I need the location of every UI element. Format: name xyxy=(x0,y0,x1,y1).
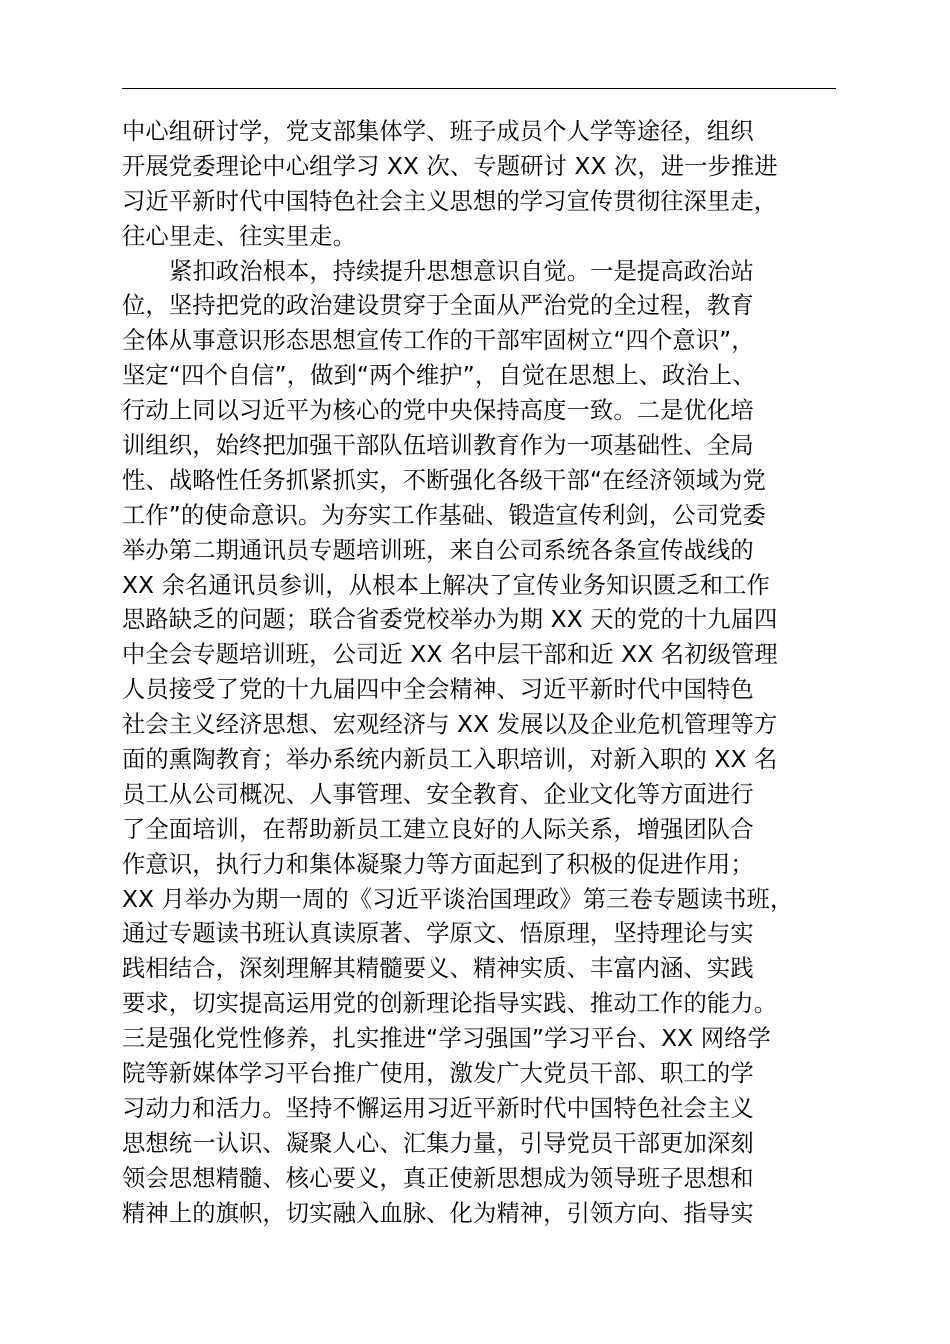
paragraph-first-line: 紧扣政治根本，持续提升思想意识自觉。一是提高政治站 xyxy=(169,257,754,285)
text-line: 社会主义经济思想、宏观经济与 XX 发展以及企业危机管理等方 xyxy=(122,711,778,739)
text-line: 中全会专题培训班，公司近 XX 名中层干部和近 XX 名初级管理 xyxy=(122,641,778,669)
text-line: 院等新媒体学习平台推广使用，激发广大党员干部、职工的学 xyxy=(122,1060,754,1088)
text-line: 开展党委理论中心组学习 XX 次、专题研讨 XX 次，进一步推进 xyxy=(122,152,778,180)
text-line: 往心里走、往实里走。 xyxy=(122,222,356,250)
text-line: 习动力和活力。坚持不懈运用习近平新时代中国特色社会主义 xyxy=(122,1094,754,1122)
text-line: 中心组研讨学，党支部集体学、班子成员个人学等途径，组织 xyxy=(122,118,754,145)
text-line: 人员接受了党的十九届四中全会精神、习近平新时代中国特色 xyxy=(122,676,754,704)
text-line: 作意识，执行力和集体凝聚力等方面起到了积极的促进作用； xyxy=(122,850,754,878)
text-line: 思路缺乏的问题；联合省委党校举办为期 XX 天的党的十九届四 xyxy=(122,606,778,634)
text-line: 精神上的旗帜，切实融入血脉、化为精神，引领方向、指导实 xyxy=(122,1199,754,1227)
text-line: 习近平新时代中国特色社会主义思想的学习宣传贯彻往深里走， xyxy=(122,187,778,215)
text-line: 位，坚持把党的政治建设贯穿于全面从严治党的全过程，教育 xyxy=(122,292,754,320)
text-line: 通过专题读书班认真读原著、学原文、悟原理，坚持理论与实 xyxy=(122,920,754,948)
text-line: 全体从事意识形态思想宣传工作的干部牢固树立“四个意识”， xyxy=(122,327,755,355)
text-line: 性、战略性任务抓紧抓实，不断强化各级干部“在经济领域为党 xyxy=(122,466,766,494)
text-line: 举办第二期通讯员专题培训班，来自公司系统各条宣传战线的 xyxy=(122,536,754,564)
text-line: 思想统一认识、凝聚人心、汇集力量，引导党员干部更加深刻 xyxy=(122,1129,754,1157)
text-line: 员工从公司概况、人事管理、安全教育、企业文化等方面进行 xyxy=(122,780,754,808)
text-line: 工作”的使命意识。为夯实工作基础、锻造宣传利剑，公司党委 xyxy=(122,501,766,529)
header-rule xyxy=(122,88,836,89)
text-line: 了全面培训，在帮助新员工建立良好的人际关系，增强团队合 xyxy=(122,815,754,843)
text-line: 要求，切实提高运用党的创新理论指导实践、推动工作的能力。 xyxy=(122,990,778,1018)
text-line: 行动上同以习近平为核心的党中央保持高度一致。二是优化培 xyxy=(122,397,754,425)
text-line: 面的熏陶教育；举办系统内新员工入职培训，对新入职的 XX 名 xyxy=(122,746,778,774)
text-line: 三是强化党性修养，扎实推进“学习强国”学习平台、XX 网络学 xyxy=(122,1025,771,1053)
text-line: 训组织，始终把加强干部队伍培训教育作为一项基础性、全局 xyxy=(122,432,754,460)
text-line: 践相结合，深刻理解其精髓要义、精神实质、丰富内涵、实践 xyxy=(122,955,754,983)
text-line: 坚定“四个自信”，做到“两个维护”，自觉在思想上、政治上、 xyxy=(122,362,756,390)
body-text xyxy=(122,115,838,1232)
text-line: 领会思想精髓、核心要义，真正使新思想成为领导班子思想和 xyxy=(122,1164,754,1192)
text-line: XX 月举办为期一周的《习近平谈治国理政》第三卷专题读书班， xyxy=(122,885,794,913)
text-line: XX 余名通讯员参训，从根本上解决了宣传业务知识匮乏和工作 xyxy=(122,571,770,599)
